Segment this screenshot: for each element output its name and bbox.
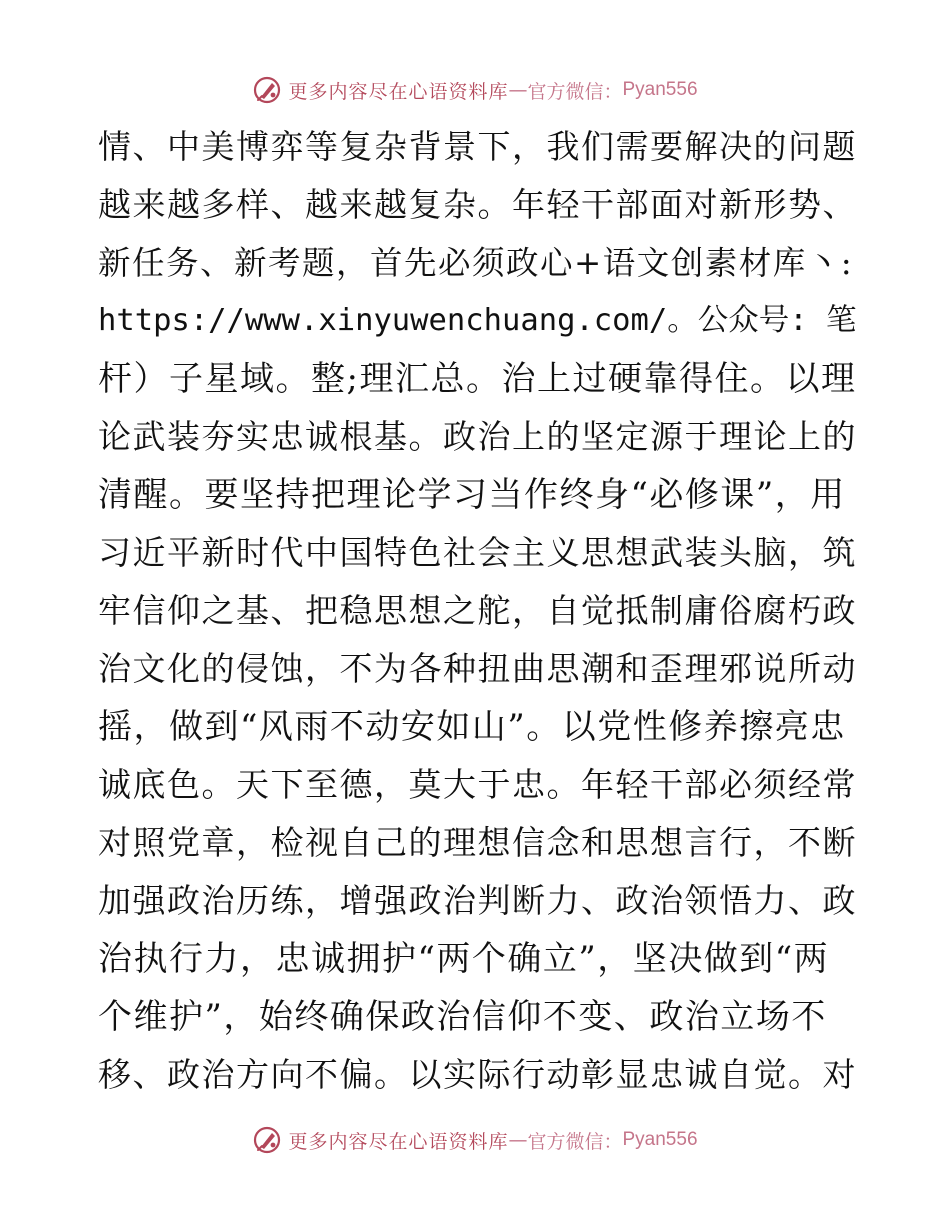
watermark-wechat-id: Pyan556 bbox=[622, 79, 698, 100]
watermark-wechat-id: Pyan556 bbox=[622, 1129, 698, 1150]
body-line: 论武装夯实忠诚根基。政治上的坚定源于理论上的 bbox=[98, 417, 857, 456]
body-line: 移、政治方向不偏。以实际行动彰显忠诚自觉。对 bbox=[98, 1055, 857, 1094]
document-body bbox=[98, 118, 858, 1104]
watermark-dash: — bbox=[508, 79, 528, 101]
body-line: 习近平新时代中国特色社会主义思想武装头脑，筑 bbox=[98, 533, 857, 572]
body-line: 新任务、新考题，首先必须政心+语文创素材库丶: bbox=[98, 244, 854, 282]
body-line: 治执行力，忠诚拥护“两个确立”，坚决做到“两 bbox=[98, 939, 830, 979]
watermark-dash: — bbox=[508, 1129, 528, 1151]
body-line: 清醒。要坚持把理论学习当作终身“必修课”，用 bbox=[98, 475, 846, 515]
body-line: 牢信仰之基、把稳思想之舵，自觉抵制庸俗腐朽政 bbox=[98, 591, 857, 630]
body-line: 治文化的侵蚀，不为各种扭曲思潮和歪理邪说所动 bbox=[98, 649, 857, 688]
quill-pen-logo-icon bbox=[252, 75, 282, 105]
watermark-wechat-label: 官方微信： bbox=[527, 1130, 623, 1153]
watermark-text: 更多内容尽在心语资料库 bbox=[288, 1130, 509, 1153]
footer-watermark bbox=[0, 1120, 950, 1160]
body-line: 越来越多样、越来越复杂。年轻干部面对新形势、 bbox=[98, 185, 857, 224]
body-line: 对照党章，检视自己的理想信念和思想言行，不断 bbox=[98, 823, 857, 862]
body-line: 杆）子星域。整;理汇总。治上过硬靠得住。以理 bbox=[98, 359, 857, 399]
body-line: 情、中美博弈等复杂背景下，我们需要解决的问题 bbox=[98, 127, 857, 166]
body-line: 诚底色。天下至德，莫大于忠。年轻干部必须经常 bbox=[98, 765, 857, 804]
header-watermark bbox=[0, 70, 950, 110]
watermark-wechat-label: 官方微信： bbox=[527, 80, 623, 103]
body-line: 个维护”，始终确保政治信仰不变、政治立场不 bbox=[98, 997, 827, 1037]
body-line-url: https://www.xinyuwenchuang.com/。公众号: 笔 bbox=[98, 303, 857, 338]
quill-pen-logo-icon bbox=[252, 1125, 282, 1155]
body-line: 摇，做到“风雨不动安如山”。以党性修养擦亮忠 bbox=[98, 707, 846, 747]
body-line: 加强政治历练，增强政治判断力、政治领悟力、政 bbox=[98, 881, 857, 920]
watermark-text: 更多内容尽在心语资料库 bbox=[288, 80, 509, 103]
